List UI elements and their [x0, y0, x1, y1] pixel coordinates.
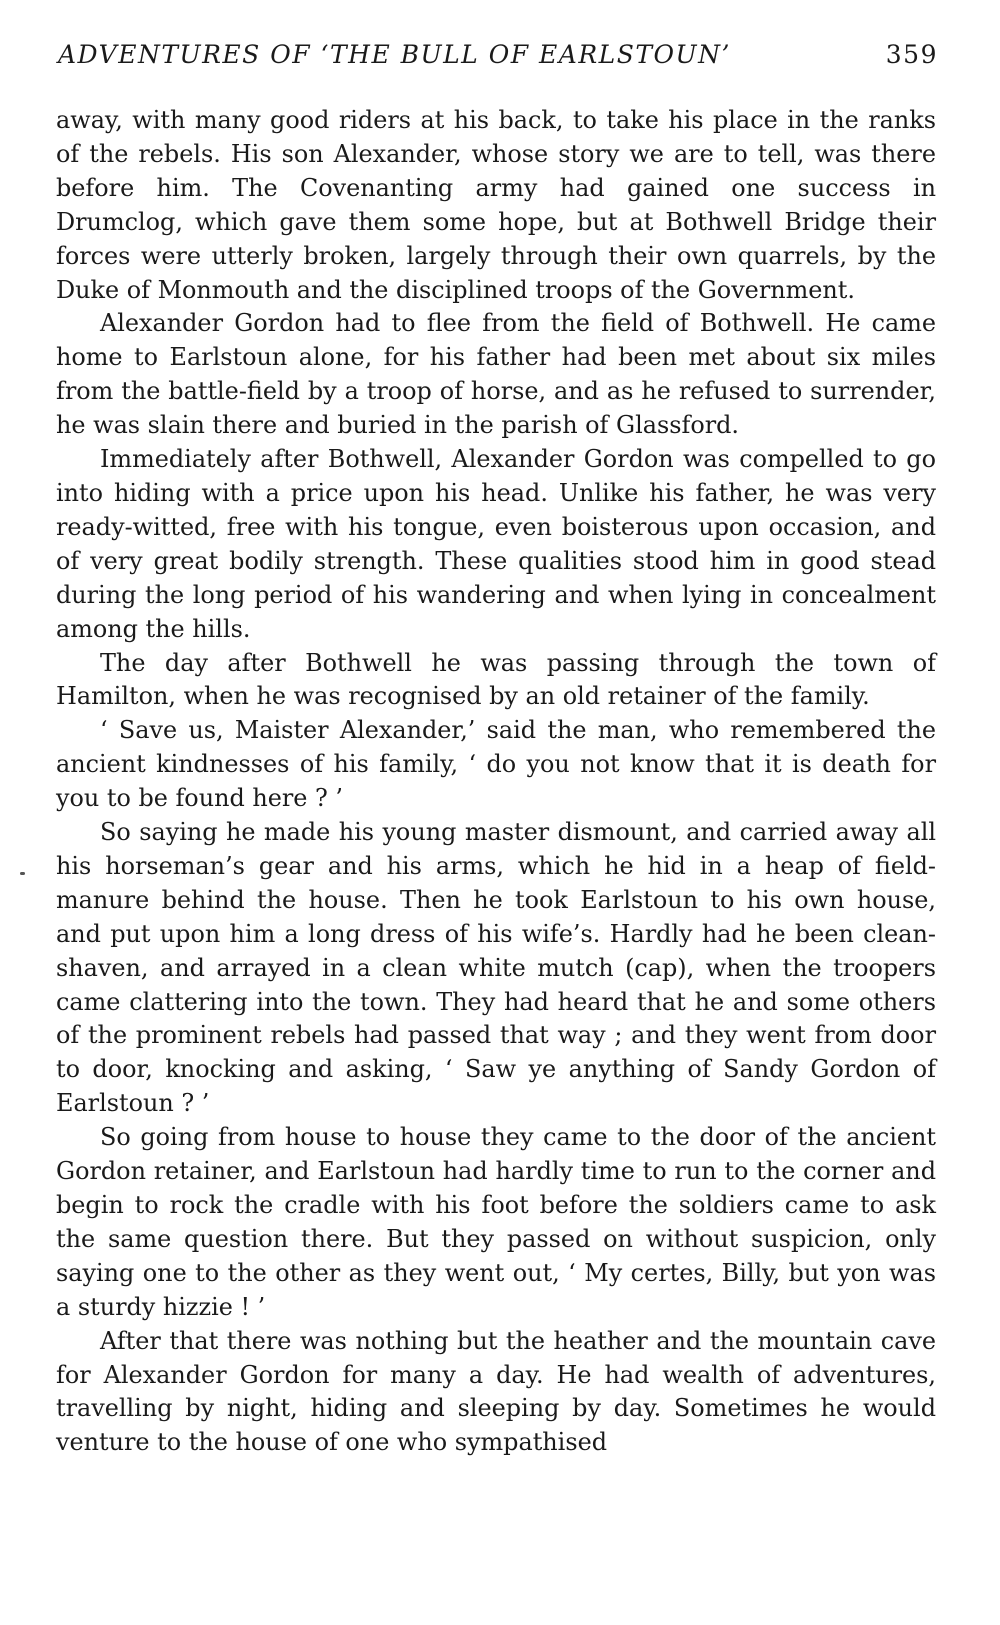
paragraph: After that there was nothing but the heather and the mountain cave for Alexander Gordon for many a day. He had wealth of adventures, travelling by night, hiding and sleeping by day. Sometimes he would venture to the house of one who sympathised: [56, 1326, 936, 1457]
page-number: 359: [885, 40, 938, 69]
paragraph: So saying he made his young master dismount, and carried away all his horseman’s gear and his arms, which he hid in a heap of field-manure behind the house. Then he took Earlstoun to his own house, and put upon him a long dress of his wife’s. Hardly had he been clean-shaven, and arrayed in a clean white mutch (cap), when the troopers came clattering into the town. They had heard that he and some others of the prominent rebels had passed that way ; and they went from door to door, knocking and asking, ‘ Saw ye anything of Sandy Gordon of Earlstoun ? ’: [56, 818, 936, 1118]
body-text: [56, 104, 936, 1460]
margin-speck: [20, 872, 25, 875]
paragraph: away, with many good riders at his back, to take his place in the ranks of the rebels. His son Alexander, whose story we are to tell, was there before him. The Covenanting army had gained one success in Drumclog, which gave them some hope, but at Bothwell Bridge their forces were utterly broken, largely through their own quarrels, by the Duke of Monmouth and the disciplined troops of the Government.: [56, 106, 936, 304]
paragraph: Immediately after Bothwell, Alexander Gordon was compelled to go into hiding with a price upon his head. Unlike his father, he was very ready-witted, free with his tongue, even boisterous upon occasion, and of very great bodily strength. These qualities stood him in good stead during the long period of his wandering and when lying in concealment among the hills.: [56, 445, 936, 643]
paragraph: So going from house to house they came to the door of the ancient Gordon retainer, and Earlstoun had hardly time to run to the corner and begin to rock the cradle with his foot before the soldiers came to ask the same question there. But they passed on without suspicion, only saying one to the other as they went out, ‘ My certes, Billy, but yon was a sturdy hizzie ! ’: [56, 1123, 936, 1321]
running-title: ADVENTURES OF ‘THE BULL OF EARLSTOUN’: [58, 40, 731, 69]
running-header: [58, 40, 938, 69]
paragraph: ‘ Save us, Maister Alexander,’ said the man, who remembered the ancient kindnesses of his family, ‘ do you not know that it is death for you to be found here ? ’: [56, 716, 936, 813]
paragraph: Alexander Gordon had to flee from the field of Bothwell. He came home to Earlstoun alone, for his father had been met about six miles from the battle-field by a troop of horse, and as he refused to surrender, he was slain there and buried in the parish of Glassford.: [56, 309, 936, 440]
paragraph: The day after Bothwell he was passing through the town of Hamilton, when he was recognised by an old retainer of the family.: [56, 648, 936, 711]
